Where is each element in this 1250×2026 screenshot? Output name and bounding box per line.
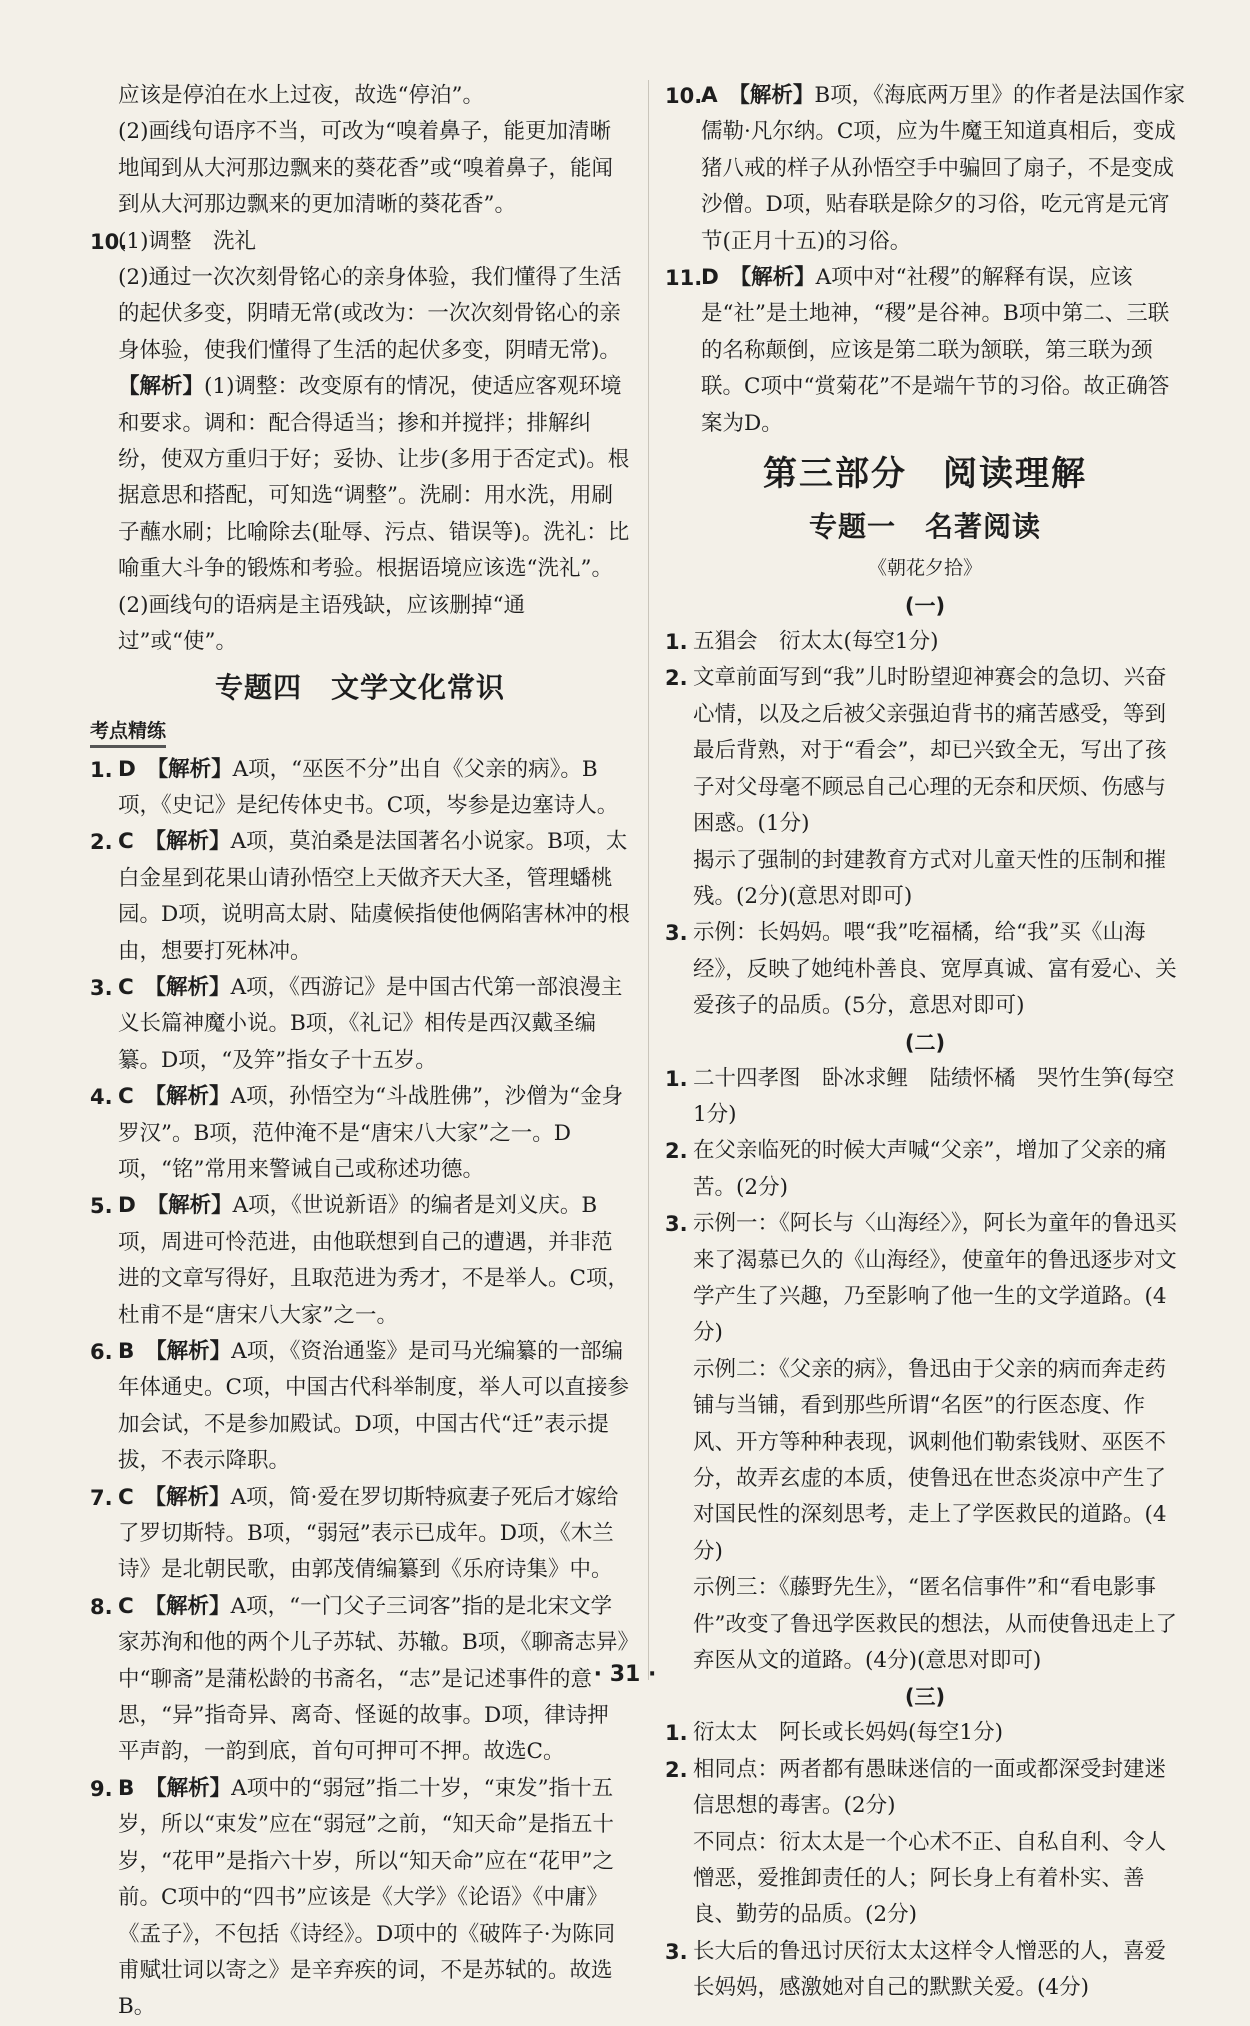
- page-number: · 31 ·: [593, 1662, 657, 1687]
- answer-item: [665, 660, 1185, 915]
- analysis-tag: 【解析】: [155, 1593, 231, 1619]
- analysis-text: A项，简·爱在罗切斯特疯妻子死后才嫁给了罗切斯特。B项，“弱冠”表示已成年。D项，《木兰诗》是北朝民歌，由郭茂倩编纂到《乐府诗集》中。: [118, 1484, 619, 1583]
- answer-item: [665, 1206, 1185, 1679]
- item-number: 3.: [90, 975, 113, 1000]
- answer-letter: C: [118, 1084, 134, 1110]
- answer-text-continued: 示例二：《父亲的病》，鲁迅由于父亲的病而奔走药铺与当铺，看到那些所谓“名医”的行医态度、作风、开方等种种表现，讽刺他们勒索钱财、巫医不分，故弄玄虚的本质，使鲁迅在世态炎凉中产生了对国民性的深刻思考，走上了学医救民的道路。(4分): [693, 1356, 1167, 1564]
- answer-text: 衍太太 阿长或长妈妈(每空1分): [693, 1720, 1003, 1746]
- answer-item: [665, 78, 1185, 260]
- item-number: 3.: [665, 1212, 688, 1237]
- answer-letter: C: [118, 1484, 134, 1510]
- answer-letter: A: [701, 83, 718, 108]
- answer-item: [665, 1061, 1185, 1134]
- answer-item-10: [90, 224, 630, 661]
- item-number: 8.: [90, 1594, 113, 1619]
- q10-analysis: (1)调整：改变原有的情况，使适应客观环境和要求。调和：配合得适当；掺和并搅拌；排解纠纷，使双方重归于好；妥协、让步(多用于否定式)。根据意思和搭配，可知选“调整”。洗刷：用水洗，用刷子蘸水刷；比喻除去(耻辱、污点、错误等)。洗礼：比喻重大斗争的锻炼和考验。根据语境应该选“洗礼”。(2)画线句的语病是主语残缺，应该删掉“通过”或“使”。: [118, 374, 630, 655]
- item-number: 1.: [665, 1721, 688, 1746]
- q10-line-1: (1)调整 洗礼: [118, 228, 256, 254]
- subsection-label: (二): [904, 1030, 946, 1055]
- answer-letter: B: [118, 1775, 135, 1801]
- answer-item: [665, 915, 1185, 1024]
- item-number: 1.: [665, 1066, 688, 1091]
- answer-text: 文章前面写到“我”儿时盼望迎神赛会的急切、兴奋心情，以及之后被父亲强迫背书的痛苦感受，等到最后背熟，对于“看会”，却已兴致全无，写出了孩子对父母毫不顾忌自己心理的无奈和厌烦、伤感与困惑。(1分): [693, 665, 1167, 837]
- item-number: 9.: [90, 1776, 113, 1801]
- analysis-tag: 【解析】: [118, 374, 205, 400]
- analysis-text: A项，《世说新语》的编者是刘义庆。B项，周进可怜范进，由他联想到自己的遭遇，并非范进的文章写得好，且取范进为秀才，不是举人。C项，杜甫不是“唐宋八大家”之一。: [118, 1193, 629, 1328]
- q10-line-2: (2)通过一次次刻骨铭心的亲身体验，我们懂得了生活的起伏多变，阴晴无常(或改为：一次次刻骨铭心的亲身体验，使我们懂得了生活的起伏多变，阴晴无常)。: [118, 265, 622, 363]
- item-number: 3.: [665, 921, 688, 946]
- analysis-text: A项中对“社稷”的解释有误，应该是“社”是土地神，“稷”是谷神。B项中第二、三联的名称颠倒，应该是第二联为颔联，第三联为颈联。C项中“赏菊花”不是端午节的习俗。故正确答案为D。: [701, 265, 1170, 436]
- answer-item: [90, 1771, 630, 2026]
- intro-line-1: 应该是停泊在水上过夜，故选“停泊”。: [118, 83, 484, 108]
- answer-text: 长大后的鲁迅讨厌衍太太这样令人憎恶的人，喜爱长妈妈，感激她对自己的默默关爱。(4分): [693, 1938, 1167, 2001]
- answer-letter: C: [118, 1593, 134, 1619]
- subsection-label: (三): [904, 1685, 946, 1710]
- answer-text: 示例一：《阿长与〈山海经〉》，阿长为童年的鲁迅买来了渴慕已久的《山海经》，使童年的鲁迅逐步对文学产生了兴趣，乃至影响了他一生的文学道路。(4分): [693, 1211, 1177, 1346]
- answer-text-continued-2: 示例三：《藤野先生》，“匿名信事件”和“看电影事件”改变了鲁迅学医救民的想法，从而使鲁迅走上了弃医从文的道路。(4分)(意思对即可): [693, 1575, 1177, 1674]
- item-number: 5.: [90, 1194, 113, 1219]
- analysis-tag: 【解析】: [155, 1775, 232, 1801]
- analysis-text: A项，孙悟空为“斗战胜佛”，沙僧为“金身罗汉”。B项，范仲淹不是“唐宋八大家”之一。D项，“铭”常用来警诫自己或称述功德。: [118, 1084, 624, 1182]
- item-number: 2.: [665, 1139, 688, 1164]
- answer-item: [90, 1480, 630, 1589]
- book-title: 《朝花夕拾》: [867, 557, 982, 580]
- answer-text: 相同点：两者都有愚昧迷信的一面或都深受封建迷信思想的毒害。(2分): [693, 1756, 1167, 1819]
- analysis-tag: 【解析】: [155, 1084, 231, 1110]
- analysis-tag: 【解析】: [155, 974, 231, 1000]
- item-number: 2.: [665, 1757, 688, 1782]
- kaodian-label: 考点精练: [90, 717, 166, 748]
- answer-letter: D: [701, 265, 719, 291]
- analysis-text: A项，《西游记》是中国古代第一部浪漫主义长篇神魔小说。B项，《礼记》相传是西汉戴圣编纂。D项，“及笄”指女子十五岁。: [118, 974, 623, 1073]
- analysis-tag: 【解析】: [157, 756, 233, 782]
- answer-item: [665, 1934, 1185, 2007]
- item-number: 11.: [665, 266, 703, 291]
- answer-letter: C: [118, 974, 134, 1000]
- analysis-text: B项，《海底两万里》的作者是法国作家儒勒·凡尔纳。C项，应为牛魔王知道真相后，变成猪八戒的样子从孙悟空手中骗回了扇子，不是变成沙僧。D项，贴春联是除夕的习俗，吃元宵是元宵节(正月十五)的习俗。: [701, 83, 1185, 254]
- analysis-text: A项中的“弱冠”指二十岁，“束发”指十五岁，所以“束发”应在“弱冠”之前，“知天命”是指五十岁，“花甲”是指六十岁，所以“知天命”应在“花甲”之前。C项中的“四书”应该是《大学》《论语》《中庸》《孟子》，不包括《诗经》。D项中的《破阵子·为陈同甫赋壮词以寄之》是辛弃疾的词，不是苏轼的。故选B。: [118, 1775, 616, 2020]
- answer-item: [665, 1715, 1185, 1751]
- analysis-tag: 【解析】: [155, 1484, 231, 1510]
- answer-text: 示例：长妈妈。喂“我”吃福橘，给“我”买《山海经》，反映了她纯朴善良、宽厚真诚、富有爱心、关爱孩子的品质。(5分，意思对即可): [693, 920, 1177, 1019]
- answer-letter: C: [118, 829, 134, 855]
- analysis-text: A项，“巫医不分”出自《父亲的病》。B项，《史记》是纪传体史书。C项，岑参是边塞诗人。: [118, 756, 619, 818]
- subsection-label: (一): [904, 594, 946, 619]
- item-number: 2.: [665, 666, 688, 691]
- analysis-tag: 【解析】: [740, 265, 816, 291]
- answer-letter: D: [118, 756, 136, 782]
- right-column: [665, 78, 1185, 2007]
- section-title: 专题四 文学文化常识: [214, 670, 505, 704]
- topic-title: 专题一 名著阅读: [808, 510, 1041, 544]
- part-title: 第三部分 阅读理解: [763, 454, 1087, 495]
- item-number: 1.: [665, 630, 688, 655]
- item-number: 6.: [90, 1340, 113, 1364]
- answer-text: 五猖会 衍太太(每空1分): [693, 629, 939, 655]
- answer-letter: D: [118, 1193, 136, 1219]
- analysis-text: A项，莫泊桑是法国著名小说家。B项，太白金星到花果山请孙悟空上天做齐天大圣，管理蟠桃园。D项，说明高太尉、陆虞候指使他俩陷害林冲的根由，想要打死林冲。: [118, 829, 630, 964]
- item-number: 3.: [665, 1939, 688, 1964]
- analysis-text: A项，“一门父子三词客”指的是北宋文学家苏洵和他的两个儿子苏轼、苏辙。B项，《聊斋志异》中“聊斋”是蒲松龄的书斋名，“志”是记述事件的意思，“异”指奇异、离奇、怪诞的故事。D项，律诗押平声韵，一韵到底，首句可押可不押。故选C。: [118, 1593, 629, 1765]
- item-number: 10.: [665, 84, 703, 108]
- answer-text-continued: 不同点：衍太太是一个心术不正、自私自利、令人憎恶，爱推卸责任的人；阿长身上有着朴实、善良、勤劳的品质。(2分): [693, 1829, 1167, 1928]
- answer-item: [90, 1334, 630, 1480]
- analysis-text: A项，《资治通鉴》是司马光编纂的一部编年体通史。C项，中国古代科举制度，举人可以直接参加会试，不是参加殿试。D项，中国古代“迁”表示提拔，不表示降职。: [118, 1339, 629, 1474]
- answer-item: [90, 1079, 630, 1188]
- answer-item: [665, 260, 1185, 442]
- answer-item: [665, 624, 1185, 660]
- answer-item: [665, 1133, 1185, 1206]
- analysis-tag: 【解析】: [157, 1193, 233, 1219]
- item-number: 1.: [90, 757, 113, 782]
- answer-item: [90, 824, 630, 970]
- analysis-tag: 【解析】: [155, 1339, 232, 1364]
- column-divider: [648, 80, 649, 1680]
- answer-text-continued: 揭示了强制的封建教育方式对儿童天性的压制和摧残。(2分)(意思对即可): [693, 847, 1167, 909]
- answer-item: [90, 1188, 630, 1334]
- left-column: [90, 78, 630, 2026]
- item-number: 4.: [90, 1085, 113, 1110]
- answer-text: 在父亲临死的时候大声喊“父亲”，增加了父亲的痛苦。(2分): [693, 1138, 1167, 1200]
- intro-line-2: (2)画线句语序不当，可改为“嗅着鼻子，能更加清晰地闻到从大河那边飘来的葵花香”或“嗅着鼻子，能闻到从大河那边飘来的更加清晰的葵花香”。: [118, 119, 613, 218]
- answer-letter: B: [118, 1339, 135, 1364]
- item-number: 2.: [90, 830, 113, 855]
- analysis-tag: 【解析】: [739, 83, 815, 108]
- item-number: 10.: [90, 229, 128, 254]
- answer-text: 二十四孝图 卧冰求鲤 陆绩怀橘 哭竹生笋(每空1分): [693, 1065, 1175, 1127]
- item-number: 7.: [90, 1485, 113, 1510]
- answer-item: [90, 970, 630, 1079]
- answer-item: [665, 1752, 1185, 1934]
- analysis-tag: 【解析】: [155, 829, 231, 855]
- answer-item: [90, 752, 630, 825]
